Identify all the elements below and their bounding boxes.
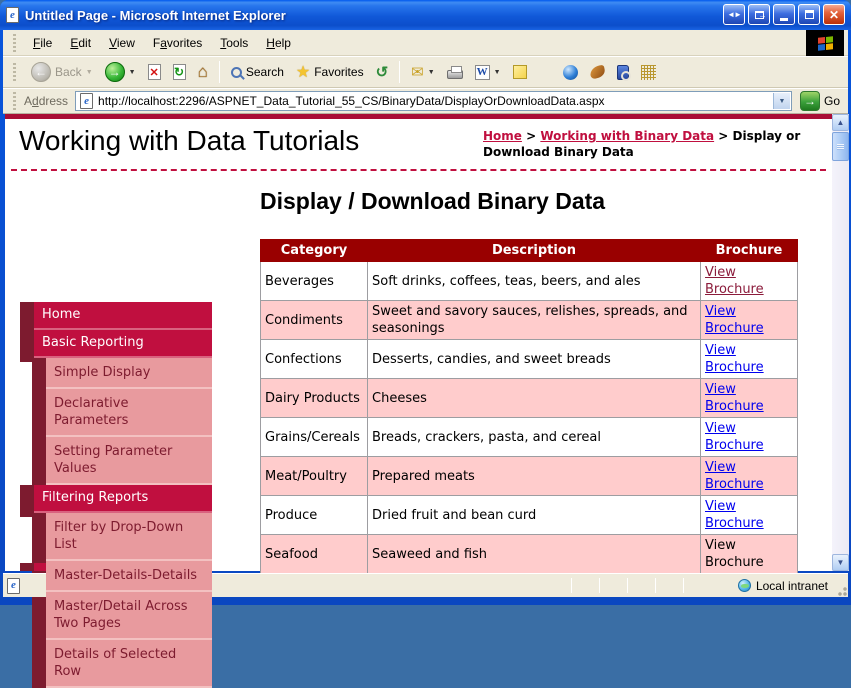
category-cell: Seafood	[261, 535, 368, 574]
menu-file[interactable]: File	[33, 35, 53, 50]
statusbar-divider	[599, 578, 600, 593]
ie-document-icon	[7, 578, 20, 594]
table-row	[261, 340, 798, 379]
minimize-icon[interactable]	[773, 4, 795, 25]
back-icon: ←	[31, 62, 51, 82]
page-title: Display / Download Binary Data	[260, 188, 606, 214]
sidebar-nav	[20, 302, 212, 688]
windows-logo-icon	[806, 30, 844, 56]
print-button[interactable]	[442, 63, 468, 81]
breadcrumb-separator: >	[521, 129, 541, 143]
brochure-cell	[701, 496, 798, 535]
ie-document-icon	[6, 7, 19, 23]
brochure-cell	[701, 379, 798, 418]
maximize-icon[interactable]	[798, 4, 820, 25]
address-url: http://localhost:2296/ASPNET_Data_Tutorial_55_CS/BinaryData/DisplayOrDownloadData.aspx	[98, 94, 605, 108]
breadcrumb-link-binary-data[interactable]: Working with Binary Data	[540, 129, 715, 143]
edit-with-word-button[interactable]	[470, 63, 506, 82]
toolbar-separator	[399, 61, 400, 83]
back-button[interactable]	[26, 60, 98, 84]
table-row	[261, 301, 798, 340]
sidebar-item-filtering-reports[interactable]: Filtering Reports	[20, 485, 212, 513]
mail-icon: ✉	[411, 64, 424, 81]
home-icon: ⌂	[197, 62, 208, 81]
category-cell: Beverages	[261, 262, 368, 301]
research-button[interactable]	[612, 63, 634, 82]
category-cell: Condiments	[261, 301, 368, 340]
history-icon: ↺	[375, 64, 389, 81]
description-cell: Seaweed and fish	[368, 535, 701, 574]
stop-button[interactable]	[143, 62, 166, 82]
addon-button-1[interactable]	[585, 64, 610, 80]
menu-favorites[interactable]: Favorites	[152, 35, 203, 50]
menu-edit[interactable]: Edit	[70, 35, 92, 50]
grid-tool-icon	[641, 65, 656, 80]
vertical-scrollbar[interactable]	[832, 114, 849, 571]
sidebar-item-details-of-selected-row[interactable]: Details of Selected Row	[20, 640, 212, 688]
sidebar-item-filter-by-dropdown-list[interactable]: Filter by Drop-Down List	[20, 513, 212, 561]
refresh-button[interactable]	[168, 62, 191, 82]
discuss-button[interactable]	[508, 63, 532, 81]
chevron-down-icon: ▼	[85, 68, 93, 76]
table-row	[261, 262, 798, 301]
category-cell: Meat/Poultry	[261, 457, 368, 496]
description-cell: Desserts, candies, and sweet breads	[368, 340, 701, 379]
site-header	[11, 119, 826, 171]
toolbar-grip[interactable]	[13, 34, 16, 52]
sidebar-item-setting-parameter-values[interactable]: Setting Parameter Values	[20, 437, 212, 485]
sidebar-item-basic-reporting[interactable]: Basic Reporting	[20, 330, 212, 358]
sidebar-item-master-detail-two-pages[interactable]: Master/Detail Across Two Pages	[20, 592, 212, 640]
scroll-down-icon[interactable]: ▼	[832, 554, 849, 571]
search-label: Search	[245, 65, 284, 79]
breadcrumb-current: Display or Download Binary Data	[483, 129, 801, 159]
popout-window-icon[interactable]	[748, 4, 770, 25]
zone-label: Local intranet	[755, 578, 828, 593]
brochure-cell	[701, 301, 798, 340]
brochure-cell	[701, 535, 798, 574]
standard-toolbar	[3, 56, 848, 88]
brochure-cell	[701, 418, 798, 457]
toolbar-grip[interactable]	[13, 92, 16, 110]
statusbar-divider	[571, 578, 572, 593]
brochure-cell	[701, 457, 798, 496]
brochure-cell	[701, 262, 798, 301]
favorites-button[interactable]	[291, 60, 369, 84]
messenger-button[interactable]	[558, 63, 583, 82]
breadcrumb-link-home[interactable]: Home	[483, 129, 522, 143]
view-brochure-link[interactable]: View Brochure	[705, 304, 764, 336]
table-row	[261, 457, 798, 496]
scroll-up-icon[interactable]: ▲	[832, 114, 849, 131]
resize-arrows-icon[interactable]: ◄►	[723, 4, 745, 25]
address-bar	[3, 88, 848, 114]
table-row	[261, 379, 798, 418]
menu-tools[interactable]: Tools	[220, 35, 249, 50]
mail-button[interactable]	[406, 61, 440, 83]
chevron-down-icon: ▼	[128, 68, 136, 76]
go-label[interactable]: Go	[823, 94, 840, 108]
column-header-category: Category	[261, 240, 368, 262]
view-brochure-link[interactable]: View Brochure	[705, 499, 764, 531]
toolbar-separator	[219, 61, 220, 83]
table-row	[261, 535, 798, 574]
search-icon	[231, 67, 242, 78]
sidebar-item-declarative-parameters[interactable]: Declarative Parameters	[20, 389, 212, 437]
description-cell: Sweet and savory sauces, relishes, spreads, and seasonings	[368, 301, 701, 340]
go-area	[792, 91, 848, 111]
toolbar-grip[interactable]	[13, 63, 16, 81]
menu-bar	[3, 30, 848, 56]
chevron-down-icon: ▼	[427, 68, 435, 76]
favorites-label: Favorites	[314, 65, 364, 79]
security-zone	[738, 579, 828, 593]
description-cell: Breads, crackers, pasta, and cereal	[368, 418, 701, 457]
close-icon[interactable]: ✕	[823, 4, 845, 25]
chevron-down-icon: ▼	[493, 68, 501, 76]
description-cell: Dried fruit and bean curd	[368, 496, 701, 535]
breadcrumb	[483, 128, 831, 160]
back-label: Back	[55, 65, 82, 79]
forward-icon: →	[105, 62, 125, 82]
main-content	[260, 188, 816, 574]
resize-grip[interactable]	[834, 583, 847, 596]
window-title: Untitled Page - Microsoft Internet Explorer	[25, 7, 286, 23]
statusbar-divider	[655, 578, 656, 593]
view-brochure-link[interactable]: View Brochure	[705, 460, 764, 492]
sidebar-item-master-details-details[interactable]: Master-Details-Details	[20, 561, 212, 592]
history-button[interactable]	[371, 61, 394, 83]
description-cell: Prepared meats	[368, 457, 701, 496]
refresh-icon: ↻	[174, 65, 185, 79]
category-cell: Dairy Products	[261, 379, 368, 418]
sidebar-item-home[interactable]: Home	[20, 302, 212, 330]
view-brochure-link[interactable]: View Brochure	[705, 421, 764, 453]
breadcrumb-separator: >	[714, 129, 733, 143]
ie-document-icon	[80, 93, 93, 109]
categories-table	[260, 239, 798, 574]
view-brochure-link[interactable]: View Brochure	[705, 343, 764, 375]
messenger-orb-icon	[563, 65, 578, 80]
go-icon[interactable]: →	[800, 91, 820, 111]
address-label: Address	[24, 94, 69, 108]
forward-button[interactable]	[100, 60, 141, 84]
statusbar-divider	[627, 578, 628, 593]
window-controls	[723, 4, 845, 25]
addon-button-2[interactable]	[636, 63, 661, 82]
statusbar-divider	[683, 578, 684, 593]
print-icon	[447, 70, 463, 79]
brochure-cell	[701, 340, 798, 379]
home-button[interactable]	[193, 60, 213, 84]
view-brochure-link[interactable]: View Brochure	[705, 382, 764, 414]
address-input[interactable]	[75, 91, 792, 111]
sidebar-item-simple-display[interactable]: Simple Display	[20, 358, 212, 389]
table-row	[261, 418, 798, 457]
stop-icon: ✕	[148, 64, 161, 80]
search-button[interactable]	[226, 63, 289, 81]
discuss-note-icon	[513, 65, 527, 79]
table-header-row	[261, 240, 798, 262]
word-edit-icon: W	[476, 66, 488, 78]
description-cell: Cheeses	[368, 379, 701, 418]
globe-icon	[738, 579, 751, 592]
research-icon	[617, 65, 629, 80]
view-brochure-text: View Brochure	[705, 538, 764, 570]
description-cell: Soft drinks, coffees, teas, beers, and ales	[368, 262, 701, 301]
title-bar[interactable]	[0, 0, 851, 30]
column-header-brochure: Brochure	[701, 240, 798, 262]
menu-view[interactable]: View	[109, 35, 135, 50]
category-cell: Grains/Cereals	[261, 418, 368, 457]
column-header-description: Description	[368, 240, 701, 262]
site-title: Working with Data Tutorials	[19, 125, 360, 156]
category-cell: Confections	[261, 340, 368, 379]
bird-icon	[589, 65, 606, 80]
favorites-star-icon: ★	[295, 64, 311, 81]
scrollbar-thumb[interactable]	[832, 132, 849, 161]
menu-help[interactable]: Help	[266, 35, 291, 50]
category-cell: Produce	[261, 496, 368, 535]
view-brochure-link[interactable]: View Brochure	[705, 265, 764, 297]
table-row	[261, 496, 798, 535]
dropdown-arrow-icon[interactable]: ▼	[773, 93, 790, 109]
